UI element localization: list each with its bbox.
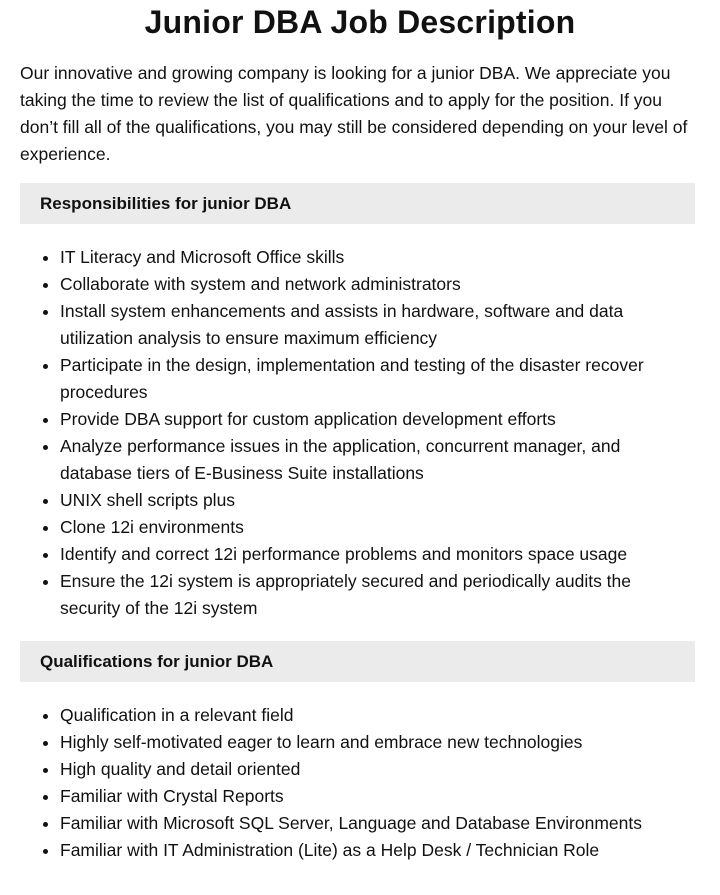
page-title: Junior DBA Job Description [144, 4, 576, 40]
qualifications-item: • Familiar with Crystal Reports [60, 783, 692, 810]
intro-paragraph: Our innovative and growing company is looking for a junior DBA. We appreciate you taking the time to review the list of qualifications and to apply for the position. If you don’t fill all of the qualifications, you may still be considered depending on your level of experience. [20, 63, 688, 164]
responsibilities-item: • Analyze performance issues in the application, concurrent manager, and database tiers of E-Business Suite installations [60, 433, 692, 487]
qualifications-list [20, 702, 692, 864]
responsibilities-item: • Collaborate with system and network administrators [60, 271, 692, 298]
qualifications-item: • Familiar with IT Administration (Lite) as a Help Desk / Technician Role [60, 837, 692, 864]
responsibilities-item: • Clone 12i environments [60, 514, 692, 541]
qualifications-heading: Qualifications for junior DBA [20, 641, 695, 682]
responsibilities-list [20, 244, 692, 622]
qualifications-item: • Familiar with Microsoft SQL Server, Language and Database Environments [60, 810, 692, 837]
qualifications-item: • High quality and detail oriented [60, 756, 692, 783]
qualifications-item: • Qualification in a relevant field [60, 702, 692, 729]
responsibilities-item: • Ensure the 12i system is appropriately secured and periodically audits the security of the 12i system [60, 568, 692, 622]
responsibilities-item: • IT Literacy and Microsoft Office skills [60, 244, 692, 271]
responsibilities-item: • Provide DBA support for custom application development efforts [60, 406, 692, 433]
responsibilities-heading: Responsibilities for junior DBA [20, 183, 695, 224]
qualifications-item: • Highly self-motivated eager to learn and embrace new technologies [60, 729, 692, 756]
responsibilities-item: • Identify and correct 12i performance problems and monitors space usage [60, 541, 692, 568]
responsibilities-item: • Install system enhancements and assists in hardware, software and data utilization analysis to ensure maximum efficiency [60, 298, 692, 352]
responsibilities-item: • Participate in the design, implementation and testing of the disaster recover procedures [60, 352, 692, 406]
responsibilities-item: • UNIX shell scripts plus [60, 487, 692, 514]
